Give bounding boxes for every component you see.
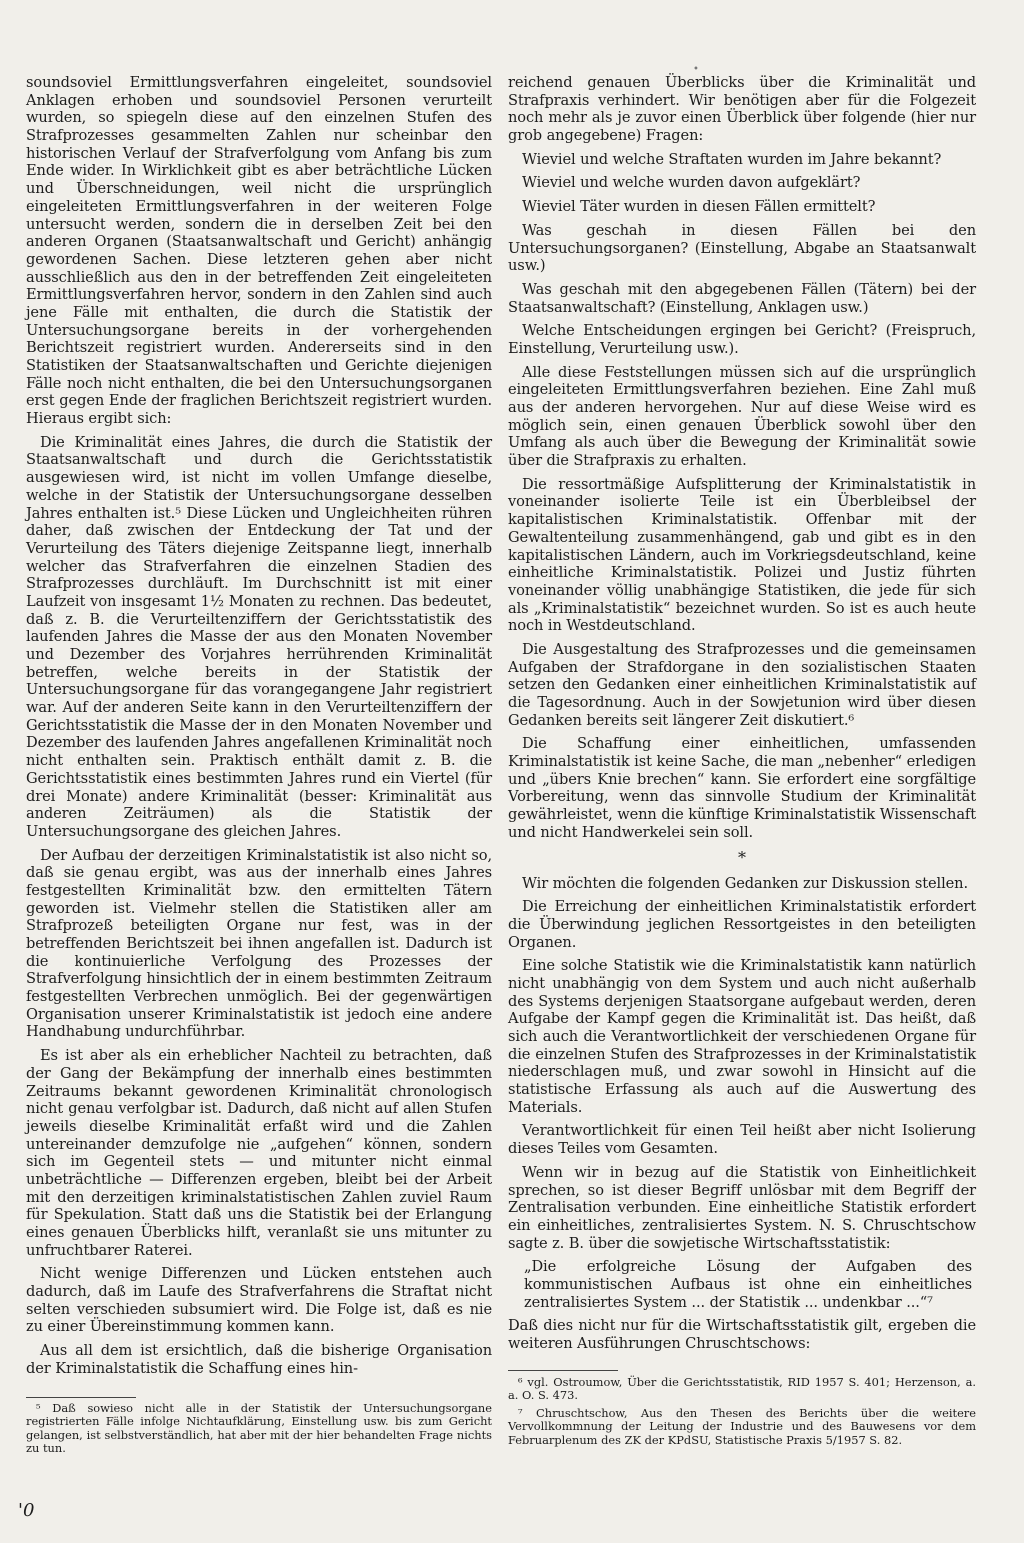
footnote-6: ⁶ vgl. Ostroumow, Über die Gerichtsstatistik, RID 1957 S. 401; Herzenson, a. a. O. S. 473. [508, 1375, 976, 1403]
footnote-rule-left [26, 1397, 136, 1398]
right-column [508, 74, 976, 1359]
paragraph: Die Kriminalität eines Jahres, die durch die Statistik der Staatsanwaltschaft und durch die Gerichtsstatistik ausgewiesen wird, ist nicht im vollen Umfange dieselbe, welche in der Statistik der Untersuchungsorgane desselben Jahres enthalten ist.⁵ Diese Lücken und Ungleichheiten rühren daher, daß zwischen der Entdeckung der Tat und der Verurteilung des Täters diejenige Zeitspanne liegt, innerhalb welcher das Strafverfahren die einzelnen Stadien des Strafprozesses durchläuft. Im Durchschnitt ist mit einer Laufzeit von insgesamt 1½ Monaten zu rechnen. Das bedeutet, daß z. B. die Verurteiltenziffern der Gerichtsstatistik des laufenden Jahres die Masse der aus den Monaten November und Dezember des Vorjahres herrührenden Kriminalität betreffen, welche bereits in der Statistik der Untersuchungsorgane für das vorangegangene Jahr registriert war. Auf der anderen Seite kann in den Verurteiltenziffern der Gerichtsstatistik die Masse der in den Monaten November und Dezember des laufenden Jahres angefallenen Kriminalität noch nicht enthalten sein. Praktisch enthält damit z. B. die Gerichtsstatistik eines bestimmten Jahres rund ein Viertel (für drei Monate) andere Kriminalität (besser: Kriminalität aus anderen Zeiträumen) als die Statistik der Untersuchungsorgane des gleichen Jahres. [26, 433, 492, 840]
paragraph: Alle diese Feststellungen müssen sich auf die ursprünglich eingeleiteten Ermittlungsverfahren beziehen. Eine Zahl muß aus der anderen hervorgehen. Nur auf diese Weise wird es möglich sein, einen genauen Überblick sowohl über den Umfang als auch über die Bewegung der Kriminalität sowie über die Strafpraxis zu erhalten. [508, 363, 976, 470]
print-mark: • [693, 64, 699, 75]
footnotes-left [26, 1402, 492, 1460]
paragraph: Was geschah mit den abgegebenen Fällen (Tätern) bei der Staatsanwaltschaft? (Einstellung, Anklagen usw.) [508, 280, 976, 316]
paragraph: Wenn wir in bezug auf die Statistik von Einheitlichkeit sprechen, so ist dieser Begriff unlösbar mit dem Begriff der Zentralisation verbunden. Eine einheitliche Statistik erfordert ein einheitliches, zentralisiertes System. N. S. Chruschtschow sagte z. B. über die sowjetische Wirtschaftsstatistik: [508, 1163, 976, 1252]
paragraph: Welche Entscheidungen ergingen bei Gericht? (Freispruch, Einstellung, Verurteilung usw.). [508, 322, 976, 357]
footnote-7: ⁷ Chruschtschow, Aus den Thesen des Berichts über die weitere Vervollkommnung der Leitung der Industrie und des Bauwesens vor dem Februarplenum des ZK der KPdSU, Statistische Praxis 5/1957 S. 82. [508, 1405, 976, 1447]
paragraph: Was geschah in diesen Fällen bei den Untersuchungsorganen? (Einstellung, Abgabe an Staatsanwalt usw.) [508, 221, 976, 275]
paragraph: Nicht wenige Differenzen und Lücken entstehen auch dadurch, daß im Laufe des Strafverfahrens die Straftat nicht selten verschieden subsumiert wird. Die Folge ist, daß es nie zu einer Übereinstimmung kommen kann. [26, 1265, 492, 1336]
paragraph: soundsoviel Ermittlungsverfahren eingeleitet, soundsoviel Anklagen erhoben und soundsoviel Personen verurteilt wurden, so spiegeln diese auf den einzelnen Stufen des Strafprozesses gesammelten Zahlen nur scheinbar den historischen Verlauf der Strafverfolgung vom Anfang bis zum Ende wider. In Wirklichkeit gibt es aber beträchtliche Lücken und Überschneidungen, weil nicht die ursprünglich eingeleiteten Ermittlungsverfahren in der weiteren Folge untersucht werden, sondern die in derselben Zeit bei den anderen Organen (Staatsanwaltschaft und Gericht) anhängig gewordenen Sachen. Diese letzteren gehen aber nicht ausschließlich aus den in der betreffenden Zeit eingeleiteten Ermittlungsverfahren hervor, sondern in den Zahlen sind auch jene Fälle mit enthalten, die durch die Statistik der Untersuchungsorgane bereits in der vorhergehenden Berichtszeit registriert wurden. Andererseits sind in den Statistiken der Staatsanwaltschaften und Gerichte diejenigen Fälle noch nicht enthalten, die bei den Untersuchungsorganen erst gegen Ende der fraglichen Berichtszeit registriert wurden. Hieraus ergibt sich: [26, 74, 492, 428]
paragraph: Die ressortmäßige Aufsplitterung der Kriminalstatistik in voneinander isolierte Teile ist ein Überbleibsel der kapitalistischen Kriminalstatistik. Offenbar mit der Gewaltenteilung zusammenhängend, gab und gibt es in den kapitalistischen Ländern, auch im Vorkriegsdeutschland, keine einheitliche Kriminalstatistik. Polizei und Justiz führten voneinander völlig unabhängige Statistiken, die jede für sich als „Kriminalstatistik“ bezeichnet wurden. So ist es auch heute noch in Westdeutschland. [508, 475, 976, 635]
paragraph: Verantwortlichkeit für einen Teil heißt aber nicht Isolierung dieses Teiles vom Gesamten. [508, 1122, 976, 1158]
paragraph: Der Aufbau der derzeitigen Kriminalstatistik ist also nicht so, daß sie genau ergibt, was aus der innerhalb eines Jahres festgestellten Kriminalität bzw. den ermittelten Tätern geworden ist. Vielmehr stellen die Statistiken aller am Strafprozeß beteiligten Organe nur fest, was in der betreffenden Berichtszeit bei ihnen angefallen ist. Dadurch ist die kontinuierliche Verfolgung des Prozesses der Strafverfolgung hinsichtlich der in einem bestimmten Zeitraum festgestellten Verbrechen unmöglich. Bei der gegenwärtigen Organisation unserer Kriminalstatistik ist jedoch eine andere Handhabung undurchführbar. [26, 846, 492, 1041]
paragraph: Die Schaffung einer einheitlichen, umfassenden Kriminalstatistik ist keine Sache, die man „nebenher“ erledigen und „übers Knie brechen“ kann. Sie erfordert eine sorgfältige Vorbereitung, wenn das sinnvolle Studium der Kriminalität gewährleistet, wenn die künftige Kriminalstatistik Wissenschaft und nicht Handwerkelei sein soll. [508, 735, 976, 841]
footnote-5: ⁵ Daß sowieso nicht alle in der Statistik der Untersuchungsorgane registrierten Fälle infolge Nichtaufklärung, Einstellung usw. bis zum Gericht gelangen, ist selbstverständlich, hat aber mit der hier behandelten Frage nichts zu tun. [26, 1401, 492, 1456]
paragraph: Es ist aber als ein erheblicher Nachteil zu betrachten, daß der Gang der Bekämpfung der innerhalb eines bestimmten Zeitraums bekannt gewordenen Kriminalität chronologisch nicht genau verfolgbar ist. Dadurch, daß nicht auf allen Stufen jeweils dieselbe Kriminalität erfaßt wird und die Zahlen untereinander demzufolge nie „aufgehen“ können, sondern sich im Gegenteil stets — und mitunter nicht einmal unbeträchtliche — Differenzen ergeben, bleibt bei der Arbeit mit den derzeitigen kriminalstatistischen Zahlen zuviel Raum für Spekulation. Statt daß uns die Statistik bei der Erlangung eines genauen Überblicks hilft, veranlaßt sie uns mitunter zu unfruchtbarer Raterei. [26, 1047, 492, 1259]
paragraph: Wir möchten die folgenden Gedanken zur Diskussion stellen. [522, 874, 969, 892]
page-number: '0 [18, 1500, 35, 1521]
paragraph: Wieviel Täter wurden in diesen Fällen ermittelt? [522, 198, 876, 216]
paragraph: Wieviel und welche Straftaten wurden im Jahre bekannt? [522, 150, 942, 168]
paragraph: Aus all dem ist ersichtlich, daß die bisherige Organisation der Kriminalstatistik die Schaffung eines hin- [26, 1342, 492, 1377]
block-quote: „Die erfolgreiche Lösung der Aufgaben des kommunistischen Aufbaus ist ohne ein einheitliches zentralisiertes System ... der Statistik ... undenkbar ...“⁷ [524, 1258, 972, 1311]
paragraph: Eine solche Statistik wie die Kriminalstatistik kann natürlich nicht unabhängig von dem System und auch nicht außerhalb des Systems derjenigen Staatsorgane aufgebaut werden, deren Aufgabe der Kampf gegen die Kriminalität ist. Das heißt, daß sich auch die Verantwortlichkeit der verschiedenen Organe für die einzelnen Stufen des Strafprozesses in der Kriminalstatistik niederschlagen muß, und zwar sowohl in Hinsicht auf die statistische Erfassung als auch auf die Auswertung des Materials. [508, 957, 976, 1116]
section-separator: * [738, 847, 746, 867]
footnotes-right [508, 1376, 976, 1451]
paragraph: reichend genauen Überblicks über die Kriminalität und Strafpraxis verhindert. Wir benötigen aber für die Folgezeit noch mehr als je zuvor einen Überblick über folgende (hier nur grob angegebene) Fragen: [508, 74, 976, 145]
paragraph: Wieviel und welche wurden davon aufgeklärt? [522, 174, 861, 192]
paragraph: Die Ausgestaltung des Strafprozesses und die gemeinsamen Aufgaben der Strafdorgane in den sozialistischen Staaten setzen den Gedanken einer einheitlichen Kriminalstatistik auf die Tagesordnung. Auch in der Sowjetunion wird über diesen Gedanken bereits seit längerer Zeit diskutiert.⁶ [508, 640, 976, 729]
paragraph: Daß dies nicht nur für die Wirtschaftsstatistik gilt, ergeben die weiteren Ausführungen Chruschtschows: [508, 1317, 976, 1352]
left-column [26, 74, 492, 1384]
footnote-rule-right [508, 1370, 618, 1371]
paragraph: Die Erreichung der einheitlichen Kriminalstatistik erfordert die Überwindung jeglichen Ressortgeistes in den beteiligten Organen. [508, 898, 976, 951]
